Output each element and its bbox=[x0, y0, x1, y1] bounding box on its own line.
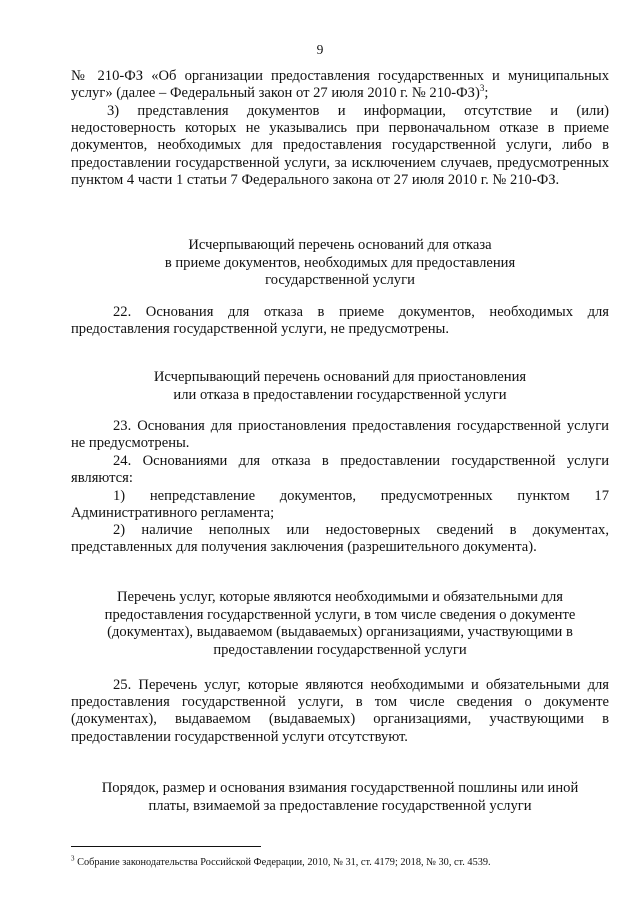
paragraph-25: 25. Перечень услуг, которые являются необходимыми и обязательными для предоставления государственной услуги, в том числе сведения о документе (документах), выдаваемом (выдаваемых) организациями, участвующими в предоставлении государственной услуги отсутствуют. bbox=[71, 677, 609, 745]
paragraph-24-item-2: 2) наличие неполных или недостоверных сведений в документах, представленных для получения заключения (разрешительного документа). bbox=[71, 522, 609, 556]
footnote bbox=[71, 854, 609, 869]
heading-line: (документах), выдаваемом (выдаваемых) организациями, участвующими в bbox=[107, 624, 573, 641]
heading-suspension-refusal bbox=[71, 369, 609, 404]
heading-line: Исчерпывающий перечень оснований для приостановления bbox=[153, 369, 527, 385]
footnote-reference: 3 bbox=[479, 83, 485, 94]
heading-necessary-services bbox=[71, 589, 609, 659]
heading-line: в приеме документов, необходимых для предоставления bbox=[164, 254, 516, 271]
heading-line: платы, взимаемой за предоставление государственной услуги bbox=[148, 797, 532, 814]
continuation-text: № 210-ФЗ «Об организации предоставления государственных и муниципальных услуг» (далее – Федеральный закон от 27 июля 2010 г. № 210-ФЗ) bbox=[71, 68, 609, 102]
page-number: 9 bbox=[316, 42, 324, 57]
heading-refusal-acceptance bbox=[71, 237, 609, 290]
continuation-end: ; bbox=[484, 85, 489, 102]
heading-line: предоставлении государственной услуги bbox=[213, 641, 467, 658]
paragraph-24-item-1: 1) непредставление документов, предусмотренных пунктом 17 Административного регламента; bbox=[71, 488, 609, 522]
paragraph-22: 22. Основания для отказа в приеме документов, необходимых для предоставления государственной услуги, не предусмотрены. bbox=[71, 304, 609, 338]
footnote-text: Собрание законодательства Российской Федерации, 2010, № 31, ст. 4179; 2018, № 30, ст. 4539. bbox=[74, 857, 491, 868]
footnote-separator bbox=[71, 846, 261, 847]
heading-line: Перечень услуг, которые являются необходимыми и обязательными для bbox=[117, 589, 563, 605]
heading-line: или отказа в предоставлении государственной услуги bbox=[173, 386, 507, 403]
footnote-mark: 3 bbox=[71, 854, 75, 863]
heading-line: Исчерпывающий перечень оснований для отказа bbox=[188, 237, 492, 253]
paragraph-item-3: 3) представления документов и информации, отсутствие и (или) недостоверность которых не указывались при первоначальном отказе в приеме документов, необходимых для предоставления государственной услуги, либо в предоставлении государственной услуги, за исключением случаев, предусмотренных пунктом 4 части 1 статьи 7 Федерального закона от 27 июля 2010 г. № 210-ФЗ. bbox=[71, 103, 609, 188]
heading-line: Порядок, размер и основания взимания государственной пошлины или иной bbox=[101, 780, 579, 796]
paragraph-24: 24. Основаниями для отказа в предоставлении государственной услуги являются: bbox=[71, 453, 609, 487]
heading-state-fee bbox=[71, 780, 609, 815]
heading-line: государственной услуги bbox=[265, 272, 415, 289]
paragraph-23: 23. Основания для приостановления предоставления государственной услуги не предусмотрены. bbox=[71, 418, 609, 452]
paragraph-continuation bbox=[71, 68, 609, 102]
heading-line: предоставления государственной услуги, в том числе сведения о документе bbox=[104, 606, 576, 623]
